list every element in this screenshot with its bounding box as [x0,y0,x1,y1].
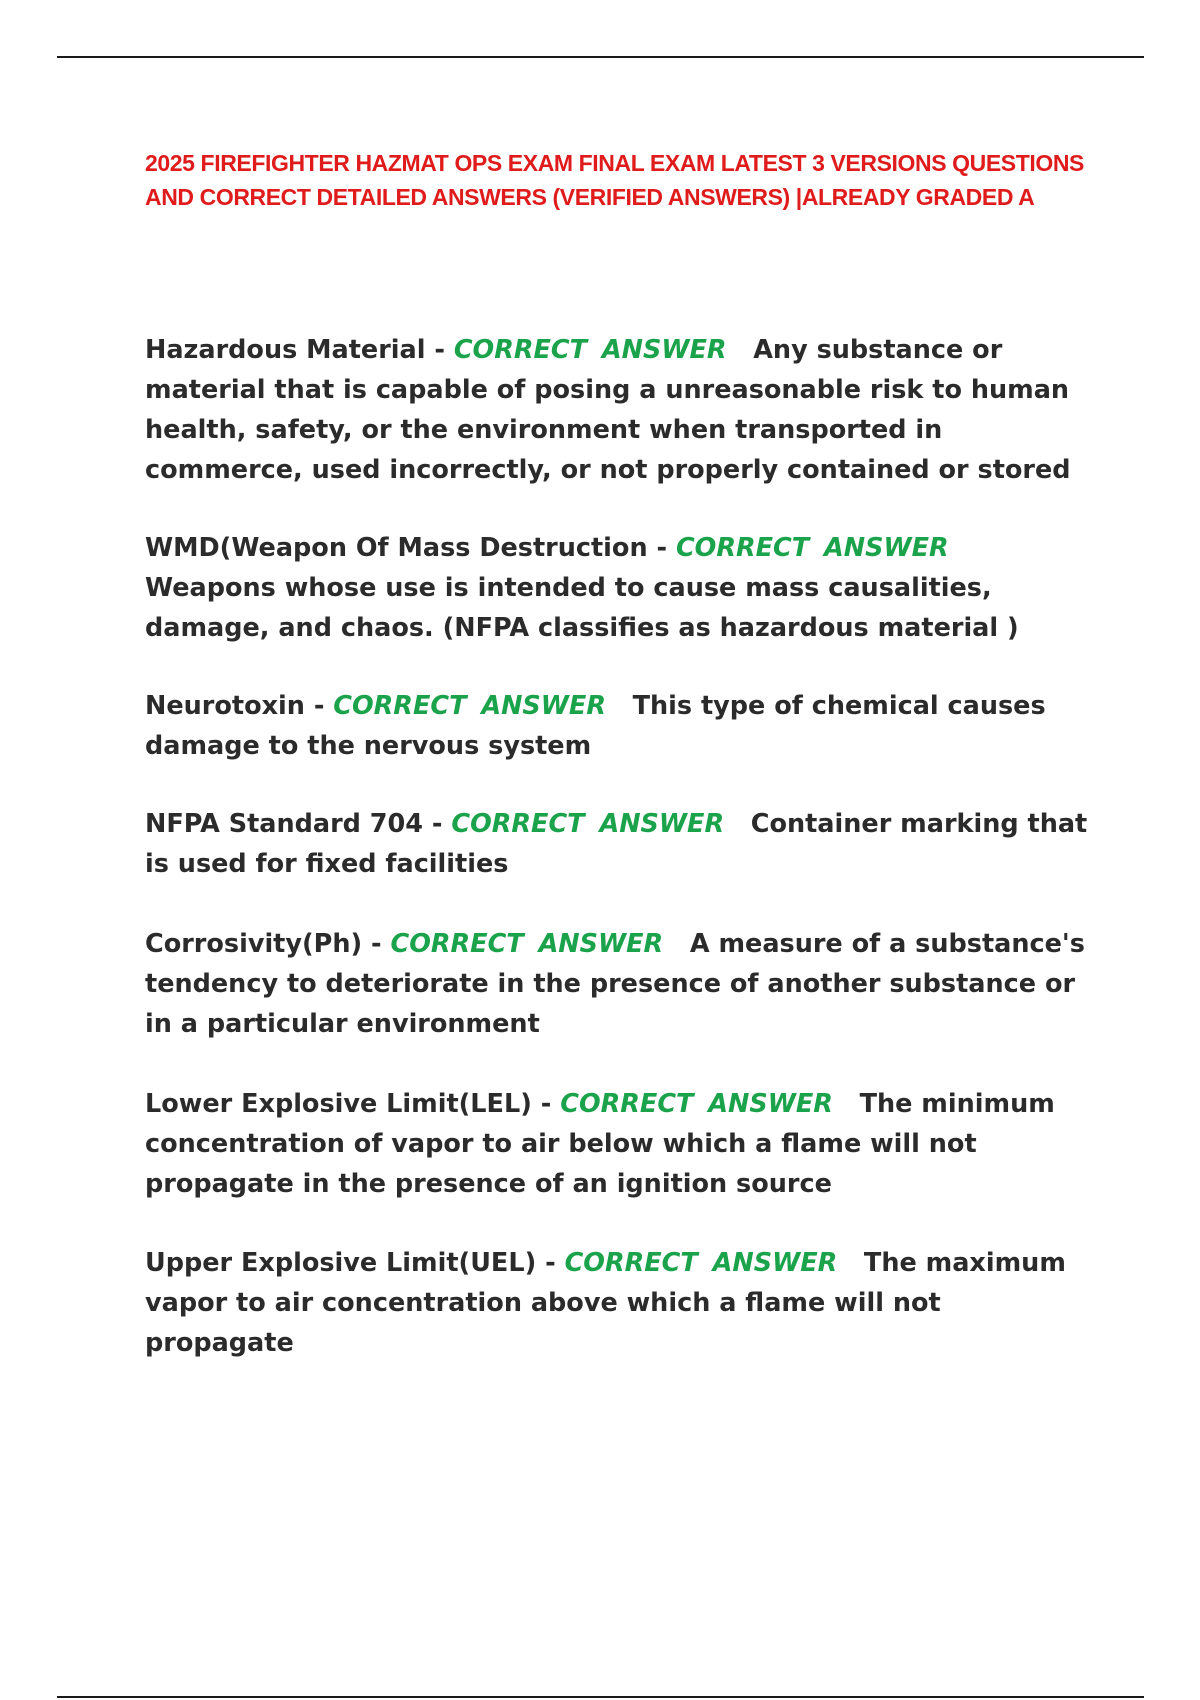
entry-separator: - [531,1089,561,1119]
entry-separator: - [423,809,452,839]
qa-entry [145,1084,1095,1204]
correct-answer-label: CORRECT ANSWER [333,691,606,721]
qa-entry [145,804,1095,884]
correct-answer-label: CORRECT ANSWER [564,1248,838,1278]
qa-entry [145,330,1095,490]
entry-term: Corrosivity(Ph) [145,929,363,959]
entry-definition: This type of chemical causes damage to the nervous system [145,691,1046,761]
qa-entry [145,924,1095,1044]
entry-separator: - [425,335,454,365]
correct-answer-label: CORRECT ANSWER [451,809,725,839]
entry-definition: Container marking that is used for fixed facilities [145,809,1088,879]
entry-term: WMD(Weapon Of Mass Destruction [145,533,648,563]
correct-answer-label: CORRECT ANSWER [390,929,664,959]
entry-definition: The minimum concentration of vapor to air below which a flame will not propagate in the presence of an ignition source [145,1089,1055,1199]
correct-answer-label: CORRECT ANSWER [560,1089,833,1119]
correct-answer-label: CORRECT ANSWER [675,533,949,563]
entry-term: Lower Explosive Limit(LEL) [145,1089,532,1119]
entry-definition: A measure of a substance's tendency to deteriorate in the presence of another substance or in a particular environment [145,929,1085,1039]
qa-entry [145,1243,1095,1363]
entry-separator: - [647,533,676,563]
entry-separator: - [536,1248,565,1278]
entry-term: Hazardous Material [145,335,426,365]
qa-list [145,330,1095,1403]
document-title: 2025 FIREFIGHTER HAZMAT OPS EXAM FINAL EXAM LATEST 3 VERSIONS QUESTIONS AND CORRECT DETAILED ANSWERS (VERIFIED ANSWERS) |ALREADY GRADED A [145,150,1084,210]
entry-definition: Any substance or material that is capable of posing a unreasonable risk to human health, safety, or the environment when transported in commerce, used incorrectly, or not properly contained or stored [145,335,1071,485]
bottom-divider [57,1696,1144,1698]
entry-term: NFPA Standard 704 [145,809,424,839]
correct-answer-label: CORRECT ANSWER [453,335,727,365]
qa-entry [145,528,1095,648]
top-divider [57,56,1144,58]
entry-definition: Weapons whose use is intended to cause mass causalities, damage, and chaos. (NFPA classifies as hazardous material ) [145,573,1019,643]
entry-separator: - [362,929,391,959]
entry-definition: The maximum vapor to air concentration above which a flame will not propagate [145,1248,1066,1358]
entry-separator: - [304,691,334,721]
entry-term: Neurotoxin [145,691,305,721]
entry-term: Upper Explosive Limit(UEL) [145,1248,537,1278]
qa-entry [145,686,1095,766]
